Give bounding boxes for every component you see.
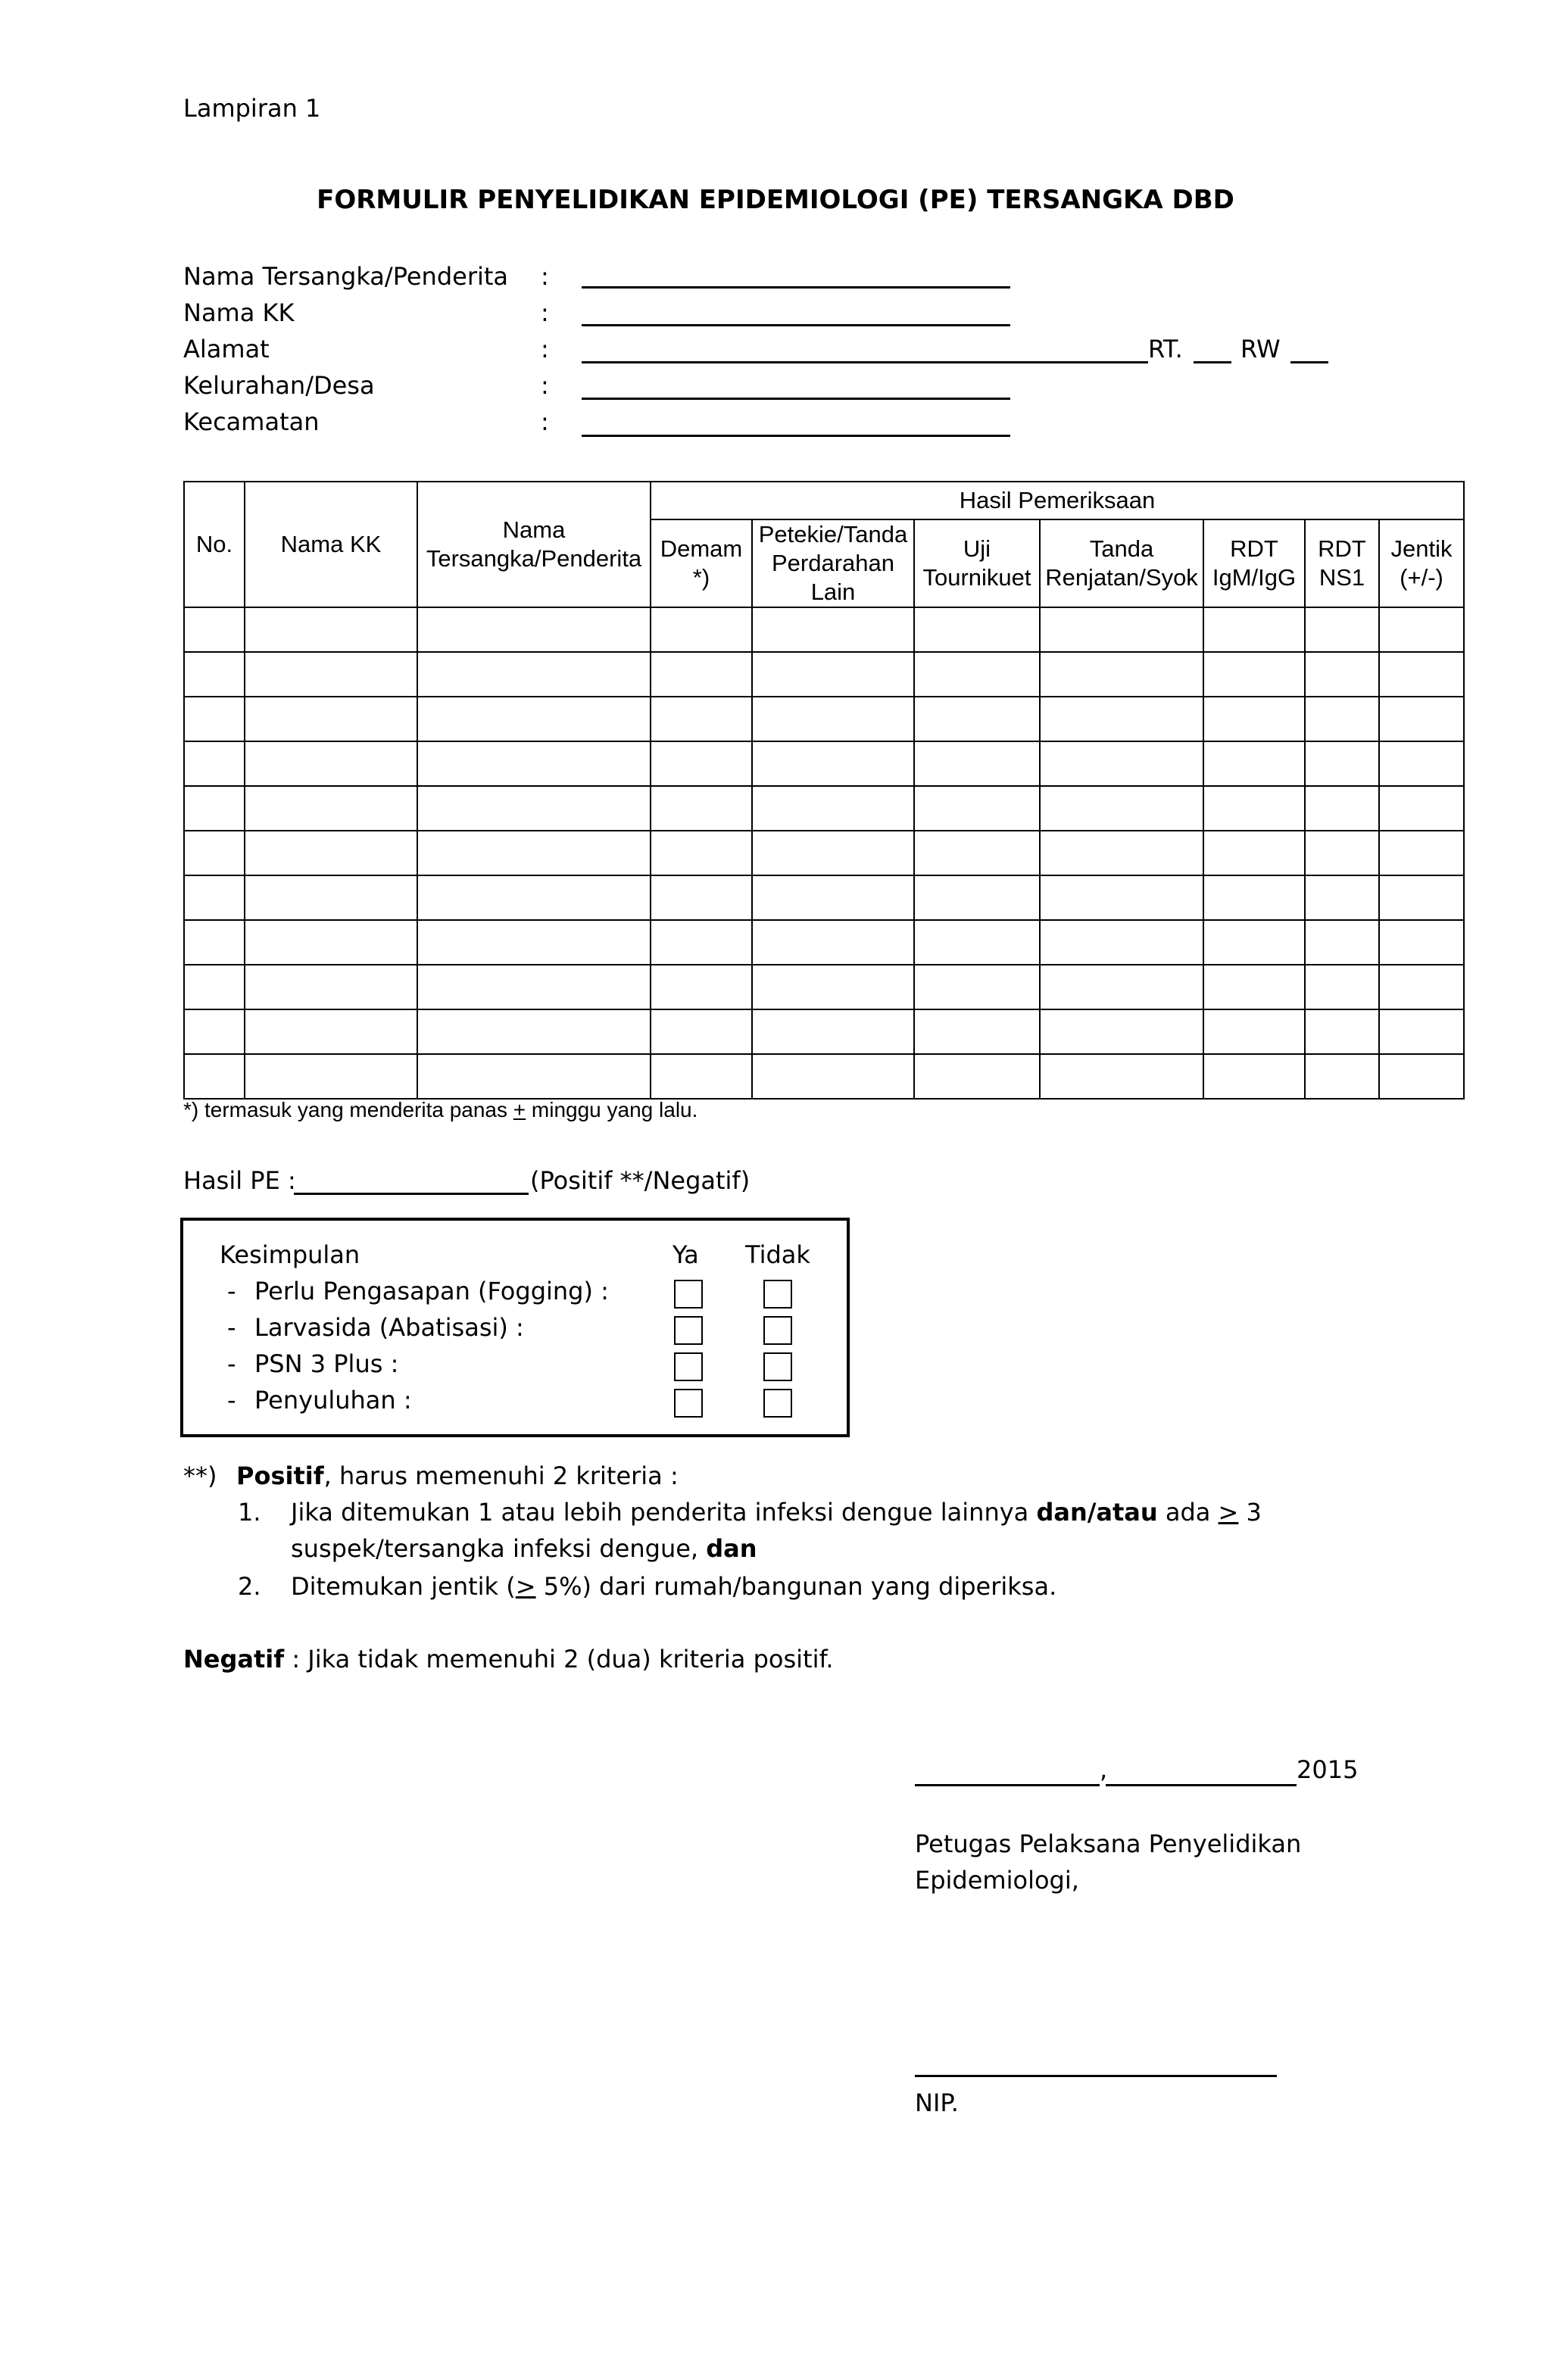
- table-cell[interactable]: [417, 1054, 651, 1099]
- table-cell[interactable]: [1305, 741, 1379, 786]
- field-colon: :: [541, 262, 549, 291]
- col-header-demam: Demam *): [651, 519, 752, 607]
- table-cell[interactable]: [245, 831, 417, 875]
- table-cell[interactable]: [651, 831, 752, 875]
- table-cell[interactable]: [1379, 920, 1464, 965]
- hasil-pe-suffix: (Positif **/Negatif): [530, 1166, 751, 1195]
- table-cell[interactable]: [184, 831, 245, 875]
- col-header-petekie: Petekie/Tanda Perdarahan Lain: [752, 519, 914, 607]
- table-cell[interactable]: [184, 741, 245, 786]
- footnote-plusminus: +: [513, 1098, 526, 1121]
- table-cell[interactable]: [245, 741, 417, 786]
- field-label-alamat: Alamat: [183, 335, 270, 363]
- psn-ya-checkbox[interactable]: [674, 1352, 703, 1381]
- table-cell[interactable]: [651, 786, 752, 831]
- table-cell[interactable]: [1305, 652, 1379, 697]
- table-cell[interactable]: [245, 1009, 417, 1054]
- kesimpulan-tidak-header: Tidak: [745, 1240, 810, 1269]
- table-row: [184, 697, 1464, 741]
- table-cell[interactable]: [1379, 607, 1464, 652]
- list-dash: -: [227, 1313, 236, 1342]
- criteria-item2-text: [291, 1572, 1056, 1601]
- item2-ge: >: [515, 1572, 536, 1601]
- table-cell[interactable]: [651, 741, 752, 786]
- item2-text-a: Ditemukan jentik (: [291, 1572, 516, 1601]
- table-cell[interactable]: [1379, 697, 1464, 741]
- table-cell[interactable]: [184, 607, 245, 652]
- table-cell[interactable]: [752, 652, 914, 697]
- table-cell[interactable]: [752, 741, 914, 786]
- table-cell[interactable]: [245, 875, 417, 920]
- col-header-rdt-ns1: RDT NS1: [1305, 519, 1379, 607]
- table-row: [184, 1054, 1464, 1099]
- table-cell[interactable]: [914, 786, 1040, 831]
- criteria-item1-line2: [291, 1534, 757, 1563]
- table-cell[interactable]: [1305, 875, 1379, 920]
- rw-label: RW: [1240, 335, 1281, 363]
- field-label-kelurahan: Kelurahan/Desa: [183, 371, 375, 400]
- table-cell[interactable]: [914, 831, 1040, 875]
- table-cell[interactable]: [1040, 652, 1203, 697]
- table-cell[interactable]: [1203, 741, 1305, 786]
- signature-role-line1: Petugas Pelaksana Penyelidikan: [915, 1829, 1302, 1858]
- table-cell[interactable]: [914, 697, 1040, 741]
- table-cell[interactable]: [1203, 875, 1305, 920]
- table-cell[interactable]: [1040, 697, 1203, 741]
- table-cell[interactable]: [1040, 831, 1203, 875]
- table-cell[interactable]: [1203, 965, 1305, 1009]
- table-cell[interactable]: [752, 831, 914, 875]
- psn-tidak-checkbox[interactable]: [763, 1352, 792, 1381]
- pe-table: [183, 481, 1465, 1100]
- table-cell[interactable]: [1203, 1009, 1305, 1054]
- field-colon: :: [541, 335, 549, 363]
- table-cell[interactable]: [184, 920, 245, 965]
- table-cell[interactable]: [245, 965, 417, 1009]
- table-cell[interactable]: [184, 786, 245, 831]
- col-header-nama-tersangka: [417, 482, 651, 607]
- table-row: [184, 652, 1464, 697]
- table-cell[interactable]: [417, 920, 651, 965]
- hasil-pe-label: Hasil PE :: [183, 1166, 296, 1195]
- footnote-text-end: minggu yang lalu.: [526, 1098, 698, 1121]
- table-cell[interactable]: [752, 786, 914, 831]
- field-label-nama-kk: Nama KK: [183, 298, 295, 327]
- table-cell[interactable]: [417, 741, 651, 786]
- table-cell[interactable]: [1379, 1054, 1464, 1099]
- table-cell[interactable]: [914, 965, 1040, 1009]
- table-cell[interactable]: [245, 786, 417, 831]
- col-header-jentik: Jentik (+/-): [1379, 519, 1464, 607]
- table-cell[interactable]: [1379, 652, 1464, 697]
- kesimpulan-item-penyuluhan: Penyuluhan :: [254, 1386, 412, 1415]
- kesimpulan-title: Kesimpulan: [220, 1240, 360, 1269]
- table-cell[interactable]: [1203, 1054, 1305, 1099]
- field-label-nama-tersangka: Nama Tersangka/Penderita: [183, 262, 509, 291]
- kesimpulan-item-psn: PSN 3 Plus :: [254, 1349, 399, 1378]
- table-cell[interactable]: [417, 697, 651, 741]
- fogging-ya-checkbox[interactable]: [674, 1280, 703, 1309]
- table-cell[interactable]: [914, 1009, 1040, 1054]
- field-label-kecamatan: Kecamatan: [183, 407, 320, 436]
- table-cell[interactable]: [651, 607, 752, 652]
- hasil-pe-blank[interactable]: [294, 1193, 529, 1195]
- table-cell[interactable]: [1203, 652, 1305, 697]
- table-cell[interactable]: [914, 920, 1040, 965]
- table-cell[interactable]: [1203, 697, 1305, 741]
- item1-ge: >: [1218, 1498, 1239, 1527]
- table-cell[interactable]: [1203, 607, 1305, 652]
- table-cell[interactable]: [651, 1054, 752, 1099]
- table-cell[interactable]: [1203, 920, 1305, 965]
- table-cell[interactable]: [1379, 875, 1464, 920]
- item1-dan: dan: [706, 1534, 757, 1563]
- criteria-positif-heading: [236, 1461, 679, 1490]
- table-footnote: [183, 1098, 697, 1122]
- table-cell[interactable]: [1203, 786, 1305, 831]
- kesimpulan-ya-header: Ya: [673, 1240, 699, 1269]
- signature-nip: NIP.: [915, 2088, 959, 2117]
- table-cell[interactable]: [1040, 965, 1203, 1009]
- table-row: [184, 965, 1464, 1009]
- col-header-nama-tersangka-line1: Nama: [502, 516, 566, 543]
- item1-line2-text: suspek/tersangka infeksi dengue,: [291, 1534, 707, 1563]
- table-cell[interactable]: [1305, 1009, 1379, 1054]
- table-cell[interactable]: [184, 965, 245, 1009]
- table-cell[interactable]: [184, 697, 245, 741]
- table-cell[interactable]: [1305, 697, 1379, 741]
- table-cell[interactable]: [1305, 831, 1379, 875]
- larvasida-tidak-checkbox[interactable]: [763, 1316, 792, 1345]
- table-cell[interactable]: [1305, 1054, 1379, 1099]
- table-cell[interactable]: [752, 1054, 914, 1099]
- alamat-blank[interactable]: [582, 361, 1148, 363]
- signature-name-blank[interactable]: [915, 2075, 1277, 2077]
- list-dash: -: [227, 1349, 236, 1378]
- table-row: [184, 786, 1464, 831]
- table-cell[interactable]: [752, 697, 914, 741]
- signature-date-blank[interactable]: [1106, 1784, 1297, 1786]
- table-cell[interactable]: [1040, 607, 1203, 652]
- larvasida-ya-checkbox[interactable]: [674, 1316, 703, 1345]
- table-cell[interactable]: [651, 875, 752, 920]
- col-header-nama-tersangka-line2: Tersangka/Penderita: [426, 545, 642, 572]
- table-body: [184, 607, 1464, 1099]
- signature-role-line2: Epidemiologi,: [915, 1866, 1079, 1895]
- rt-blank[interactable]: [1194, 361, 1231, 363]
- table-cell[interactable]: [417, 965, 651, 1009]
- item1-text: Jika ditemukan 1 atau lebih penderita infeksi dengue lainnya: [291, 1498, 1037, 1527]
- item1-bold: dan/atau: [1036, 1498, 1158, 1527]
- criteria-negatif: [183, 1645, 834, 1673]
- table-cell[interactable]: [752, 875, 914, 920]
- item1-text-c: 3: [1238, 1498, 1262, 1527]
- criteria-item2-number: 2.: [238, 1572, 261, 1601]
- nama-kk-blank[interactable]: [582, 324, 1010, 326]
- table-cell[interactable]: [1305, 607, 1379, 652]
- table-cell[interactable]: [245, 607, 417, 652]
- table-cell[interactable]: [184, 1009, 245, 1054]
- table-cell[interactable]: [914, 875, 1040, 920]
- table-cell[interactable]: [245, 697, 417, 741]
- col-group-hasil-pemeriksaan: Hasil Pemeriksaan: [651, 482, 1464, 519]
- list-dash: -: [227, 1277, 236, 1305]
- table-cell[interactable]: [752, 920, 914, 965]
- table-cell[interactable]: [1379, 741, 1464, 786]
- table-cell[interactable]: [1379, 1009, 1464, 1054]
- table-row: [184, 831, 1464, 875]
- table-cell[interactable]: [1305, 786, 1379, 831]
- col-header-no: No.: [184, 482, 245, 607]
- table-cell[interactable]: [1305, 965, 1379, 1009]
- penyuluhan-ya-checkbox[interactable]: [674, 1389, 703, 1418]
- table-cell[interactable]: [1040, 741, 1203, 786]
- table-cell[interactable]: [1379, 831, 1464, 875]
- table-cell[interactable]: [914, 652, 1040, 697]
- table-cell[interactable]: [752, 1009, 914, 1054]
- field-colon: :: [541, 298, 549, 327]
- table-cell[interactable]: [914, 741, 1040, 786]
- field-colon: :: [541, 371, 549, 400]
- table-cell[interactable]: [184, 875, 245, 920]
- table-cell[interactable]: [245, 1054, 417, 1099]
- criteria-item1-number: 1.: [238, 1498, 261, 1527]
- table-cell[interactable]: [1203, 831, 1305, 875]
- col-header-rdt-igm-igg: RDT IgM/IgG: [1203, 519, 1305, 607]
- table-cell[interactable]: [245, 920, 417, 965]
- table-row: [184, 920, 1464, 965]
- rt-label: RT.: [1148, 335, 1183, 363]
- table-cell[interactable]: [184, 652, 245, 697]
- table-row: [184, 875, 1464, 920]
- criteria-item1-line1: [291, 1498, 1262, 1527]
- form-title: FORMULIR PENYELIDIKAN EPIDEMIOLOGI (PE) TERSANGKA DBD: [317, 185, 1234, 215]
- table-cell[interactable]: [417, 1009, 651, 1054]
- fogging-tidak-checkbox[interactable]: [763, 1280, 792, 1309]
- table-cell[interactable]: [417, 786, 651, 831]
- table-cell[interactable]: [1379, 786, 1464, 831]
- kesimpulan-item-fogging: Perlu Pengasapan (Fogging) :: [254, 1277, 609, 1305]
- table-cell[interactable]: [651, 697, 752, 741]
- kecamatan-blank[interactable]: [582, 435, 1010, 437]
- rw-blank[interactable]: [1290, 361, 1328, 363]
- table-row: [184, 607, 1464, 652]
- table-cell[interactable]: [1040, 875, 1203, 920]
- table-cell[interactable]: [184, 1054, 245, 1099]
- table-cell[interactable]: [1040, 920, 1203, 965]
- table-cell[interactable]: [1040, 1009, 1203, 1054]
- table-cell[interactable]: [417, 652, 651, 697]
- table-row: [184, 741, 1464, 786]
- table-cell[interactable]: [1305, 920, 1379, 965]
- table-cell[interactable]: [914, 1054, 1040, 1099]
- table-cell[interactable]: [1040, 1054, 1203, 1099]
- col-header-uji-tournikuet: Uji Tournikuet: [914, 519, 1040, 607]
- list-dash: -: [227, 1386, 236, 1415]
- table-cell[interactable]: [1379, 965, 1464, 1009]
- footnote-text: *) termasuk yang menderita panas: [183, 1098, 513, 1121]
- table-cell[interactable]: [417, 831, 651, 875]
- table-row: [184, 1009, 1464, 1054]
- penyuluhan-tidak-checkbox[interactable]: [763, 1389, 792, 1418]
- field-colon: :: [541, 407, 549, 436]
- table-cell[interactable]: [914, 607, 1040, 652]
- kesimpulan-item-larvasida: Larvasida (Abatisasi) :: [254, 1313, 524, 1342]
- positif-rest: , harus memenuhi 2 kriteria :: [323, 1461, 679, 1490]
- table-cell[interactable]: [417, 607, 651, 652]
- lampiran-label: Lampiran 1: [183, 94, 321, 123]
- item1-text-b: ada: [1157, 1498, 1219, 1527]
- negatif-rest: : Jika tidak memenuhi 2 (dua) kriteria positif.: [284, 1645, 834, 1673]
- criteria-marker: **): [183, 1461, 217, 1490]
- nama-tersangka-blank[interactable]: [582, 286, 1010, 289]
- table-cell[interactable]: [752, 607, 914, 652]
- table-cell[interactable]: [651, 920, 752, 965]
- col-header-nama-kk: Nama KK: [245, 482, 417, 607]
- col-header-tanda-renjatan: Tanda Renjatan/Syok: [1040, 519, 1203, 607]
- item2-text-b: 5%) dari rumah/bangunan yang diperiksa.: [535, 1572, 1057, 1601]
- kelurahan-blank[interactable]: [582, 398, 1010, 400]
- table-cell[interactable]: [651, 965, 752, 1009]
- positif-bold: Positif: [236, 1461, 324, 1490]
- negatif-bold: Negatif: [183, 1645, 285, 1673]
- signature-place-blank[interactable]: [915, 1784, 1100, 1786]
- signature-comma: ,: [1100, 1755, 1108, 1784]
- table-cell[interactable]: [651, 1009, 752, 1054]
- table-cell[interactable]: [752, 965, 914, 1009]
- table-cell[interactable]: [1040, 786, 1203, 831]
- table-cell[interactable]: [651, 652, 752, 697]
- signature-year: 2015: [1297, 1755, 1359, 1784]
- table-cell[interactable]: [245, 652, 417, 697]
- table-cell[interactable]: [417, 875, 651, 920]
